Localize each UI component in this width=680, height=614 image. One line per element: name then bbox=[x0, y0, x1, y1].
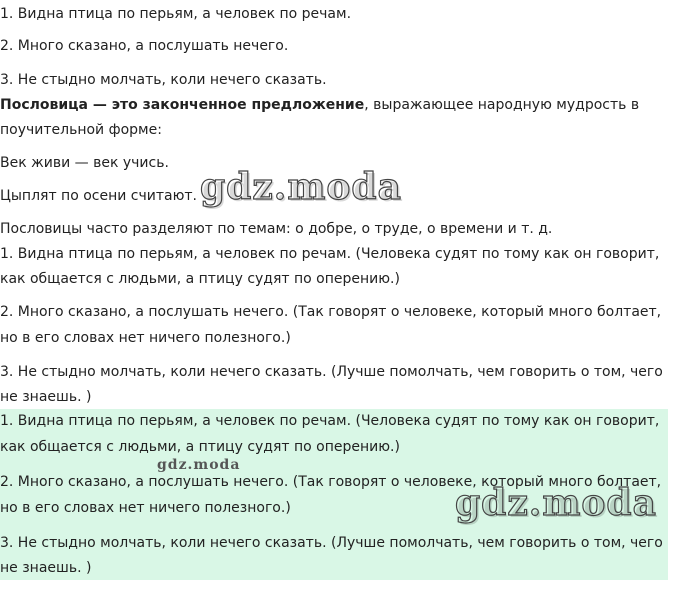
watermark-logo-small: gdz.moda bbox=[157, 457, 241, 473]
list-c-item-1-line-2: как общается с людьми, а птицу судят по оперению.) bbox=[0, 439, 400, 455]
example-1: Век живи — век учись. bbox=[0, 155, 169, 171]
list-b-item-1-line-2: как общается с людьми, а птицу судят по оперению.) bbox=[0, 271, 400, 287]
list-a-item-3: 3. Не стыдно молчать, коли нечего сказать. bbox=[0, 72, 327, 88]
list-a-item-1: 1. Видна птица по перьям, а человек по речам. bbox=[0, 6, 352, 22]
list-b-item-2-line-1: 2. Много сказано, а послушать нечего. (Так говорят о человеке, который много болтает, bbox=[0, 304, 662, 320]
definition-line-2: поучительной форме: bbox=[0, 122, 162, 138]
example-2: Цыплят по осени считают. bbox=[0, 188, 197, 204]
themes-text: Пословицы часто разделяют по темам: о добре, о труде, о времени и т. д. bbox=[0, 221, 553, 237]
list-c-item-1-line-1: 1. Видна птица по перьям, а человек по речам. (Человека судят по тому как он говорит, bbox=[0, 413, 660, 429]
list-c-item-3-line-1: 3. Не стыдно молчать, коли нечего сказать. (Лучше помолчать, чем говорить о том, чего bbox=[0, 535, 663, 551]
watermark-logo-1: gdz.moda bbox=[200, 166, 402, 208]
list-b-item-3-line-2: не знаешь. ) bbox=[0, 389, 92, 405]
list-a-item-2: 2. Много сказано, а послушать нечего. bbox=[0, 38, 289, 54]
list-c-item-3-line-2: не знаешь. ) bbox=[0, 560, 92, 576]
list-b-item-1-line-1: 1. Видна птица по перьям, а человек по речам. (Человека судят по тому как он говорит, bbox=[0, 246, 660, 262]
list-b-item-2-line-2: но в его словах нет ничего полезного.) bbox=[0, 330, 291, 346]
list-c-item-2-line-1: 2. Много сказано, а послушать нечего. (Так говорят о человеке, который много болтает, bbox=[0, 474, 662, 490]
definition-bold: Пословица — это законченное предложение bbox=[0, 97, 365, 113]
definition-rest: , выражающее народную мудрость в bbox=[364, 97, 640, 113]
list-c-item-2-line-2: но в его словах нет ничего полезного.) bbox=[0, 500, 291, 516]
list-b-item-3-line-1: 3. Не стыдно молчать, коли нечего сказать. (Лучше помолчать, чем говорить о том, чего bbox=[0, 364, 663, 380]
definition-line-1 bbox=[0, 94, 639, 116]
watermark-logo-2: gdz.moda bbox=[455, 482, 657, 524]
